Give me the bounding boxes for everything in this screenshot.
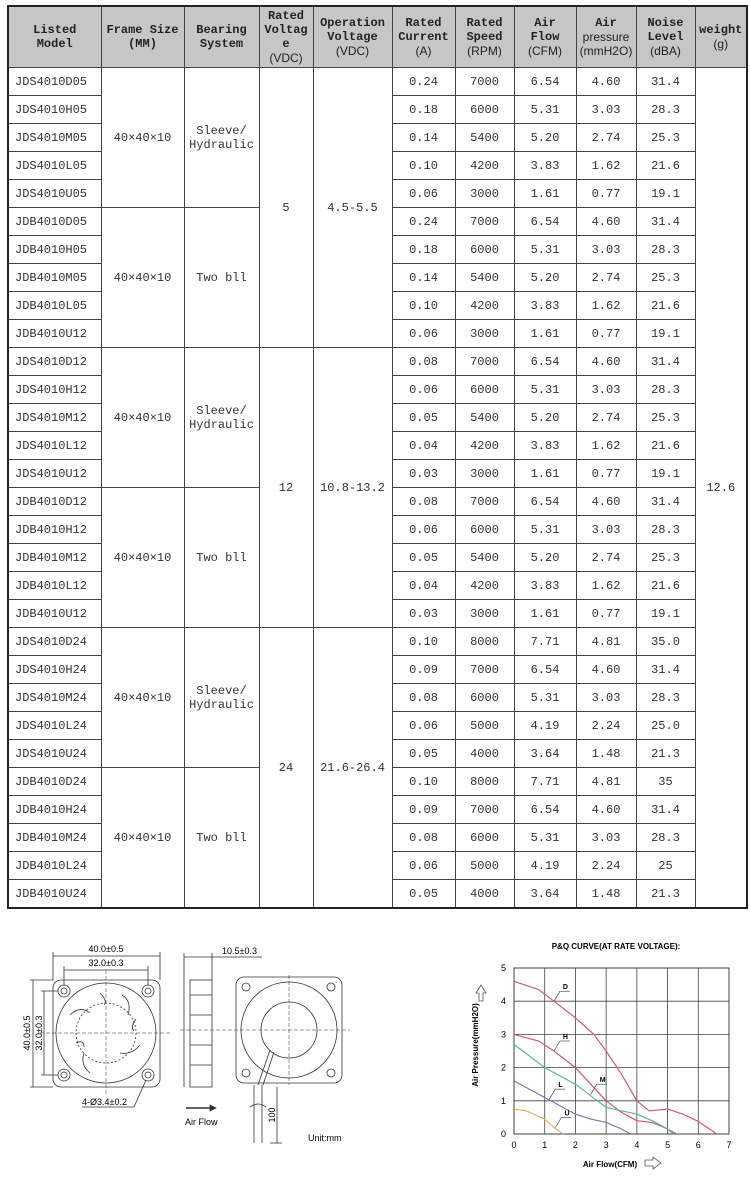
current-cell: 0.03 [392,600,455,628]
pressure-cell: 0.77 [576,600,636,628]
noise-cell: 28.3 [636,824,695,852]
speed-cell: 6000 [455,236,514,264]
frame-size-cell: 40×40×10 [101,208,184,348]
airflow-cell: 6.54 [514,796,576,824]
current-cell: 0.06 [392,376,455,404]
airflow-cell: 3.83 [514,432,576,460]
pressure-cell: 2.74 [576,404,636,432]
model-cell: JDB4010M24 [8,824,101,852]
column-header [259,6,313,68]
column-header [695,6,747,68]
speed-cell: 6000 [455,96,514,124]
pressure-cell: 4.81 [576,628,636,656]
unit-label: Unit:mm [308,1133,342,1143]
model-cell: JDB4010D12 [8,488,101,516]
airflow-cell: 6.54 [514,656,576,684]
airflow-cell: 1.61 [514,460,576,488]
table-row [8,348,747,376]
speed-cell: 4000 [455,740,514,768]
weight-cell: 12.6 [695,68,747,909]
airflow-cell: 6.54 [514,488,576,516]
y-tick-label: 0 [500,1129,506,1139]
pressure-cell: 3.03 [576,376,636,404]
airflow-cell: 1.61 [514,180,576,208]
current-cell: 0.14 [392,124,455,152]
x-tick-label: 0 [511,1140,517,1150]
noise-cell: 21.3 [636,740,695,768]
speed-cell: 5400 [455,544,514,572]
current-cell: 0.10 [392,768,455,796]
noise-cell: 28.3 [636,684,695,712]
airflow-cell: 5.20 [514,544,576,572]
column-header-line: Voltage [327,30,378,44]
current-cell: 0.05 [392,404,455,432]
current-cell: 0.10 [392,152,455,180]
current-cell: 0.18 [392,236,455,264]
current-cell: 0.24 [392,68,455,96]
model-cell: JDB4010H24 [8,796,101,824]
pressure-cell: 1.62 [576,432,636,460]
column-header [101,6,184,68]
column-header-line: (CFM) [528,44,562,58]
pressure-cell: 2.74 [576,544,636,572]
pq-curve-chart [460,935,750,1185]
speed-cell: 6000 [455,824,514,852]
speed-cell: 8000 [455,628,514,656]
current-cell: 0.08 [392,348,455,376]
speed-cell: 6000 [455,516,514,544]
speed-cell: 5000 [455,852,514,880]
current-cell: 0.10 [392,292,455,320]
column-header [636,6,695,68]
x-tick-label: 7 [726,1140,732,1150]
bearing-system-cell: Two bll [184,768,259,909]
pressure-cell: 2.24 [576,712,636,740]
spec-table [7,5,748,909]
airflow-cell: 3.64 [514,880,576,909]
current-cell: 0.14 [392,264,455,292]
frame-size-cell: 40×40×10 [101,488,184,628]
column-header-line: Speed [466,30,503,44]
speed-cell: 3000 [455,600,514,628]
frame-size-cell: 40×40×10 [101,68,184,208]
model-cell: JDB4010M12 [8,544,101,572]
noise-cell: 28.3 [636,96,695,124]
speed-cell: 7000 [455,656,514,684]
pressure-cell: 0.77 [576,320,636,348]
speed-cell: 6000 [455,684,514,712]
column-header-line: Air [595,16,617,30]
model-cell: JDS4010M24 [8,684,101,712]
noise-cell: 25 [636,852,695,880]
model-cell: JDS4010M12 [8,404,101,432]
noise-cell: 19.1 [636,180,695,208]
airflow-cell: 3.83 [514,152,576,180]
speed-cell: 3000 [455,180,514,208]
speed-cell: 5400 [455,404,514,432]
speed-cell: 8000 [455,768,514,796]
noise-cell: 31.4 [636,656,695,684]
noise-cell: 21.6 [636,292,695,320]
model-cell: JDS4010D05 [8,68,101,96]
height-outer-dim: 40.0±0.5 [22,1015,32,1051]
column-header-line: Rated [466,16,503,30]
x-axis-label: Air Flow(CFM) [582,1160,638,1169]
model-cell: JDB4010L24 [8,852,101,880]
bearing-system-cell: Sleeve/ Hydraulic [184,68,259,208]
speed-cell: 7000 [455,796,514,824]
column-header-line: Frame Size [106,23,179,37]
noise-cell: 28.3 [636,236,695,264]
speed-cell: 5400 [455,124,514,152]
y-tick-label: 4 [500,996,506,1007]
noise-cell: 21.6 [636,152,695,180]
model-cell: JDS4010L24 [8,712,101,740]
pressure-cell: 3.03 [576,516,636,544]
column-header-line: (RPM) [467,44,502,58]
series-line-H [514,1034,677,1134]
column-header-line: (A) [415,44,432,58]
current-cell: 0.05 [392,880,455,909]
pressure-cell: 4.81 [576,768,636,796]
column-header [455,6,514,68]
model-cell: JDB4010D05 [8,208,101,236]
column-header [8,6,101,68]
bearing-system-cell: Sleeve/ Hydraulic [184,628,259,768]
noise-cell: 31.4 [636,208,695,236]
rated-voltage-cell: 12 [259,348,313,628]
pressure-cell: 4.60 [576,656,636,684]
lead-length-dim: 100 [267,1107,277,1123]
pressure-cell: 4.60 [576,796,636,824]
hole-dim: 4-Ø3.4±0.2 [82,1097,127,1107]
speed-cell: 5000 [455,712,514,740]
bearing-system-cell: Two bll [184,208,259,348]
noise-cell: 19.1 [636,460,695,488]
height-inner-dim: 32.0±0.3 [34,1015,44,1051]
noise-cell: 25.3 [636,264,695,292]
column-header-line: (VDC) [269,51,303,65]
series-label-leader [555,1117,561,1127]
pressure-cell: 4.60 [576,488,636,516]
column-header-line: System [199,37,244,51]
model-cell: JDB4010D24 [8,768,101,796]
speed-cell: 3000 [455,320,514,348]
y-tick-label: 2 [500,1062,506,1073]
airflow-cell: 5.20 [514,264,576,292]
current-cell: 0.05 [392,544,455,572]
arrow-up-icon [476,985,486,1001]
speed-cell: 7000 [455,348,514,376]
model-cell: JDS4010U24 [8,740,101,768]
chart-title: P&Q CURVE(AT RATE VOLTAGE): [551,942,681,951]
noise-cell: 35.0 [636,628,695,656]
y-tick-label: 1 [500,1095,506,1106]
current-cell: 0.09 [392,796,455,824]
airflow-cell: 5.31 [514,824,576,852]
column-header-line: weight [699,23,743,37]
current-cell: 0.06 [392,180,455,208]
model-cell: JDB4010L05 [8,292,101,320]
y-axis-label: Air Pressure(mmH2O) [471,1003,480,1087]
airflow-cell: 7.71 [514,628,576,656]
pressure-cell: 2.74 [576,124,636,152]
pressure-cell: 1.48 [576,740,636,768]
noise-cell: 28.3 [636,516,695,544]
pressure-cell: 3.03 [576,236,636,264]
column-header-line: (mmH2O) [579,44,633,58]
frame-size-cell: 40×40×10 [101,768,184,909]
pressure-cell: 3.03 [576,684,636,712]
column-header-line: Bearing [196,23,247,37]
x-tick-label: 2 [572,1140,578,1150]
operation-voltage-cell: 21.6-26.4 [313,628,392,909]
rated-voltage-cell: 5 [259,68,313,348]
bearing-system-cell: Sleeve/ Hydraulic [184,348,259,488]
plot-area [514,968,729,1134]
model-cell: JDS4010H12 [8,376,101,404]
column-header-line: Current [398,30,449,44]
airflow-cell: 5.31 [514,236,576,264]
column-header-line: Noise [647,16,684,30]
airflow-label: Air Flow [185,1117,218,1127]
airflow-cell: 7.71 [514,768,576,796]
noise-cell: 25.3 [636,404,695,432]
speed-cell: 4000 [455,880,514,909]
model-cell: JDS4010H24 [8,656,101,684]
series-label-H: H [562,1034,568,1041]
airflow-cell: 6.54 [514,68,576,96]
pressure-cell: 1.62 [576,292,636,320]
thickness-dim: 10.5±0.3 [222,946,257,956]
pressure-cell: 1.62 [576,152,636,180]
current-cell: 0.24 [392,208,455,236]
x-tick-label: 3 [603,1140,609,1150]
airflow-cell: 6.54 [514,348,576,376]
pressure-cell: 4.60 [576,68,636,96]
column-header [184,6,259,68]
current-cell: 0.04 [392,572,455,600]
model-cell: JDB4010U12 [8,320,101,348]
width-outer-dim: 40.0±0.5 [88,944,124,954]
series-line-U [514,1109,563,1134]
operation-voltage-cell: 10.8-13.2 [313,348,392,628]
y-tick-label: 3 [500,1029,506,1040]
column-header-line: Voltag [264,23,308,37]
airflow-cell: 4.19 [514,712,576,740]
current-cell: 0.08 [392,684,455,712]
table-row [8,628,747,656]
table-header-row [8,6,747,68]
model-cell: JDB4010H05 [8,236,101,264]
noise-cell: 28.3 [636,376,695,404]
column-header-line: (dBA) [650,44,681,58]
speed-cell: 4200 [455,152,514,180]
noise-cell: 31.4 [636,68,695,96]
noise-cell: 21.6 [636,572,695,600]
current-cell: 0.08 [392,824,455,852]
current-cell: 0.06 [392,852,455,880]
model-cell: JDS4010U12 [8,460,101,488]
x-tick-label: 6 [695,1140,701,1150]
arrow-right-icon [645,1157,661,1169]
speed-cell: 3000 [455,460,514,488]
airflow-cell: 1.61 [514,320,576,348]
airflow-cell: 3.64 [514,740,576,768]
airflow-cell: 5.20 [514,124,576,152]
column-header [392,6,455,68]
series-label-L: L [558,1082,563,1090]
speed-cell: 4200 [455,292,514,320]
pressure-cell: 0.77 [576,180,636,208]
width-inner-dim: 32.0±0.3 [88,958,124,968]
column-header-line: Operation [320,16,385,30]
model-cell: JDS4010L12 [8,432,101,460]
frame-size-cell: 40×40×10 [101,628,184,768]
model-cell: JDB4010U12 [8,600,101,628]
airflow-cell: 3.83 [514,292,576,320]
airflow-cell: 6.54 [514,208,576,236]
table-row [8,68,747,96]
pressure-cell: 3.03 [576,824,636,852]
noise-cell: 31.4 [636,796,695,824]
airflow-cell: 5.31 [514,684,576,712]
current-cell: 0.05 [392,740,455,768]
airflow-cell: 5.31 [514,96,576,124]
column-header [514,6,576,68]
current-cell: 0.09 [392,656,455,684]
current-cell: 0.06 [392,320,455,348]
column-header [313,6,392,68]
model-cell: JDB4010U24 [8,880,101,909]
model-cell: JDB4010M05 [8,264,101,292]
speed-cell: 4200 [455,432,514,460]
model-cell: JDS4010M05 [8,124,101,152]
rated-voltage-cell: 24 [259,628,313,909]
column-header-line: (g) [713,37,729,51]
pressure-cell: 1.62 [576,572,636,600]
column-header-line: Flow [530,30,560,44]
x-tick-label: 4 [634,1140,640,1150]
speed-cell: 7000 [455,488,514,516]
airflow-cell: 5.31 [514,516,576,544]
frame-size-cell: 40×40×10 [101,348,184,488]
pressure-cell: 1.48 [576,880,636,909]
x-tick-label: 1 [542,1140,548,1150]
current-cell: 0.06 [392,712,455,740]
model-cell: JDB4010L12 [8,572,101,600]
noise-cell: 31.4 [636,348,695,376]
column-header-line: Listed [33,23,77,37]
pressure-cell: 4.60 [576,348,636,376]
series-label-U: U [564,1110,570,1118]
airflow-cell: 5.20 [514,404,576,432]
model-cell: JDS4010D12 [8,348,101,376]
series-label-D: D [562,984,568,992]
pressure-cell: 3.03 [576,96,636,124]
noise-cell: 21.3 [636,880,695,909]
model-cell: JDS4010U05 [8,180,101,208]
column-header-line: Air [534,16,556,30]
current-cell: 0.18 [392,96,455,124]
column-header [576,6,636,68]
noise-cell: 19.1 [636,600,695,628]
model-cell: JDB4010H12 [8,516,101,544]
noise-cell: 31.4 [636,488,695,516]
column-header-line: pressure [582,30,630,44]
column-header-line: Level [647,30,684,44]
current-cell: 0.08 [392,488,455,516]
series-label-leader [554,1041,560,1051]
noise-cell: 21.6 [636,432,695,460]
current-cell: 0.10 [392,628,455,656]
series-label-M: M [599,1077,606,1085]
noise-cell: 25.3 [636,544,695,572]
pressure-cell: 2.74 [576,264,636,292]
airflow-cell: 1.61 [514,600,576,628]
model-cell: JDS4010L05 [8,152,101,180]
noise-cell: 25.3 [636,124,695,152]
column-header-line: (VDC) [335,44,370,58]
speed-cell: 7000 [455,208,514,236]
x-tick-label: 5 [665,1140,671,1150]
column-header-line: Rated [267,9,304,23]
airflow-cell: 3.83 [514,572,576,600]
speed-cell: 4200 [455,572,514,600]
airflow-cell: 4.19 [514,852,576,880]
speed-cell: 6000 [455,376,514,404]
pressure-cell: 4.60 [576,208,636,236]
current-cell: 0.04 [392,432,455,460]
fan-dimension-drawing [0,935,380,1185]
model-cell: JDS4010D24 [8,628,101,656]
noise-cell: 35 [636,768,695,796]
series-label-leader [554,991,560,1001]
pressure-cell: 0.77 [576,460,636,488]
column-header-line: Rated [405,16,442,30]
speed-cell: 7000 [455,68,514,96]
column-header-line: e [282,37,290,51]
series-label-leader [549,1089,555,1099]
current-cell: 0.03 [392,460,455,488]
airflow-cell: 5.31 [514,376,576,404]
speed-cell: 5400 [455,264,514,292]
pressure-cell: 2.24 [576,852,636,880]
noise-cell: 19.1 [636,320,695,348]
y-tick-label: 5 [500,963,506,973]
noise-cell: 25.0 [636,712,695,740]
column-header-line: (MM) [128,37,157,51]
operation-voltage-cell: 4.5-5.5 [313,68,392,348]
model-cell: JDS4010H05 [8,96,101,124]
current-cell: 0.06 [392,516,455,544]
bearing-system-cell: Two bll [184,488,259,628]
series-line-L [514,1081,631,1134]
column-header-line: Model [36,37,73,51]
